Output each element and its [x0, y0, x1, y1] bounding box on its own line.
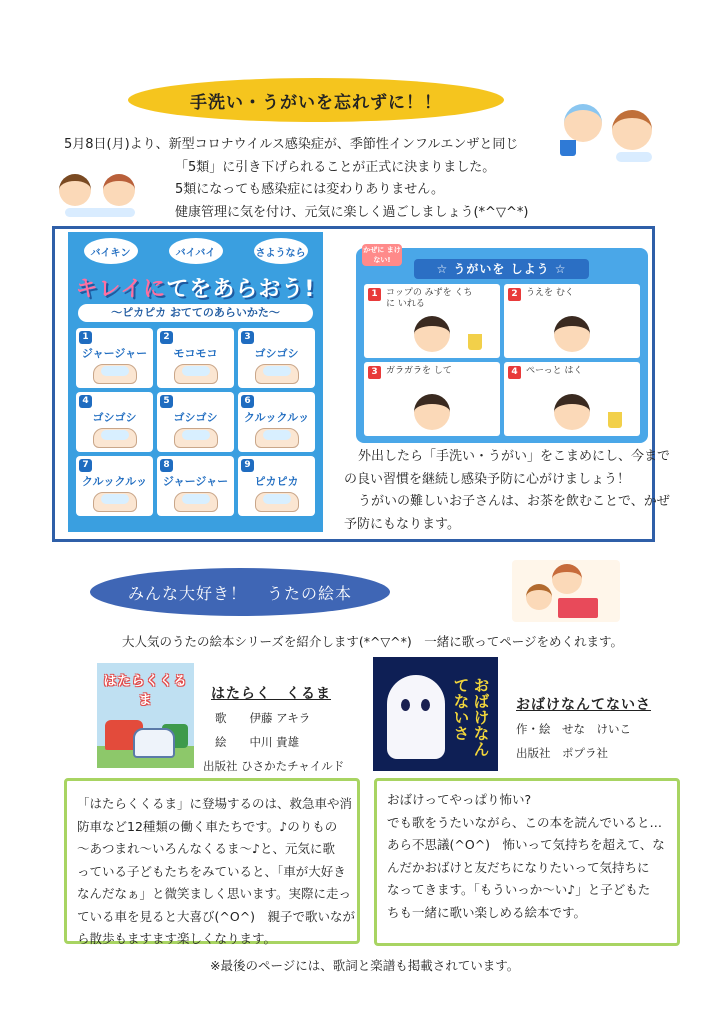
step-cell: [238, 328, 315, 388]
steps-grid: [76, 328, 315, 516]
step-number: 7: [79, 459, 92, 472]
kids-gargling-illustration: [560, 96, 660, 168]
intro-line: 5月8日(月)より、新型コロナウイルス感染症が、季節性インフルエンザと同じ: [64, 137, 519, 152]
desc-line: なってきます。「もういっか〜い♪」と子どもた: [387, 882, 651, 897]
advice-line: 外出したら「手洗い・うがい」をこまめにし、今まで: [358, 449, 671, 464]
book-icon: [558, 598, 598, 618]
step-number: 2: [508, 288, 521, 301]
step-number: 4: [79, 395, 92, 408]
banner-part-b: うたの絵本: [267, 583, 353, 603]
intro-line: 「5類」に引き下げられることが正式に決まりました。: [175, 159, 496, 175]
cup-icon: [608, 412, 622, 428]
book-title: おばけなんてないさ: [516, 697, 651, 713]
step-label: ガラガラを して: [386, 366, 452, 376]
book-title: はたらく くるま: [211, 686, 331, 702]
step-number: 3: [368, 366, 381, 379]
ghost-icon: [387, 675, 445, 759]
advice-line: の良い習慣を継続し感染予防に心がけましょう！: [344, 471, 631, 487]
banner-part-a: みんな大好き！: [127, 583, 247, 603]
intro-line: 5類になっても感染症には変わりありません。: [175, 182, 445, 197]
mother-face-icon: [552, 564, 582, 594]
kid-face-icon: [612, 110, 652, 150]
gargle-badge: かぜに まけない!: [363, 246, 401, 264]
step-number: 1: [368, 288, 381, 301]
gargle-steps-grid: [364, 284, 640, 436]
section-title-handwashing: 手洗い・うがいを忘れずに！！: [128, 78, 504, 122]
cover-title: おばけなんてないさ: [451, 677, 490, 757]
gargle-poster: [356, 248, 648, 443]
foam-icon: [263, 430, 291, 440]
child-face-icon: [526, 584, 552, 610]
desc-line: おばけってやっぱり怖い?: [387, 792, 532, 807]
step-number: 9: [241, 459, 254, 472]
bubble-label: さようなら: [254, 238, 308, 264]
gargle-step: [504, 284, 640, 358]
step-cell: [157, 328, 234, 388]
cover-title: はたらくくるま: [103, 674, 188, 708]
foam-icon: [616, 152, 652, 162]
cup-icon: [560, 140, 576, 156]
handwashing-poster: [68, 232, 323, 532]
book-credit: 歌 伊藤 アキラ: [215, 711, 311, 725]
advice-line: 予防にもなります。: [344, 516, 460, 532]
bubble-label: バイキン: [84, 238, 138, 264]
step-label: うえを むく: [526, 288, 574, 298]
desc-line: 「はたらくくるま」に登場するのは、救急車や消: [77, 796, 353, 811]
step-label: ゴシゴシ: [92, 411, 137, 424]
intro-text: [60, 134, 528, 224]
bubble-label: バイバイ: [169, 238, 223, 264]
book-cover-hataraku-kuruma: [97, 663, 194, 768]
desc-line: 防車など12種類の働く車たちです。♪のりもの: [77, 818, 338, 834]
step-label: ジャージャー: [81, 347, 148, 360]
desc-line: でも歌をうたいながら、この本を読んでいると…: [387, 814, 663, 830]
book-credit: 作・絵 せな けいこ: [516, 722, 631, 736]
book-credit: 絵 中川 貴雄: [215, 735, 300, 749]
step-label: クルックルッ: [81, 475, 148, 488]
book2-description-box: [374, 778, 680, 946]
step-number: 3: [241, 331, 254, 344]
book-cover-obake: [373, 657, 498, 771]
step-cell: [76, 392, 153, 452]
kid-face-icon: [564, 104, 602, 142]
desc-line: ちも一緒に歌い楽しめる絵本です。: [387, 904, 587, 920]
foam-icon: [182, 366, 210, 376]
step-cell: [238, 392, 315, 452]
step-label: ゴシゴシ: [254, 347, 299, 360]
sparkle-icon: [263, 494, 291, 504]
child-face-icon: [554, 394, 590, 430]
advice-line: うがいの難しいお子さんは、お茶を飲むことで、かぜ: [358, 494, 670, 509]
desc-line: っている子どもたちをみていると、「車が大好き: [77, 863, 346, 879]
book2-info: [516, 693, 651, 765]
step-label: ぺーっと はく: [526, 366, 583, 376]
step-number: 5: [160, 395, 173, 408]
water-icon: [101, 366, 129, 376]
step-number: 1: [79, 331, 92, 344]
step-label: モコモコ: [173, 347, 218, 360]
reading-illustration: [512, 560, 620, 622]
books-intro: 大人気のうたの絵本シリーズを紹介します(*^▽^*) 一緒に歌ってページをめくれます。: [122, 634, 623, 649]
poster-title-b: てをあらおう!: [166, 277, 316, 302]
desc-line: なんだなぁ」と微笑ましく思います。実際に走っ: [77, 886, 352, 901]
desc-line: んだかおばけと友だちになりたいって気持ちに: [387, 859, 650, 875]
gargle-step: [364, 284, 500, 358]
ghost-eye: [421, 699, 430, 711]
desc-line: ている車を見ると大喜び(^O^) 親子で歌いなが: [77, 908, 356, 924]
step-number: 4: [508, 366, 521, 379]
step-cell: [157, 456, 234, 516]
foam-icon: [182, 430, 210, 440]
book-credit: 出版社 ひさかたチャイルド: [203, 759, 345, 773]
car-icon: [133, 728, 175, 758]
section-title-picture-books: [90, 568, 390, 616]
gargle-advice-text: [344, 446, 670, 536]
gargle-step: [364, 362, 500, 436]
foam-icon: [263, 366, 291, 376]
poster-title: [68, 272, 323, 303]
book1-info: [203, 682, 344, 778]
foam-icon: [101, 430, 129, 440]
step-cell: [76, 328, 153, 388]
desc-line: 〜あつまれ〜いろんなくるま〜♪と、元気に歌: [77, 841, 335, 856]
step-cell: [76, 456, 153, 516]
desc-line: ら散歩もますます楽しくなります。: [77, 931, 277, 946]
child-face-icon: [414, 316, 450, 352]
water-icon: [182, 494, 210, 504]
intro-line: 健康管理に気を付け、元気に楽しく過ごしましょう(*^▽^*): [175, 204, 529, 220]
cup-icon: [468, 334, 482, 350]
book1-description-box: [64, 778, 360, 944]
desc-line: あら不思議(^O^) 怖いって気持ちを超えて、な: [387, 837, 665, 852]
step-cell: [238, 456, 315, 516]
child-face-icon: [414, 394, 450, 430]
step-number: 8: [160, 459, 173, 472]
foam-icon: [101, 494, 129, 504]
gargle-step: [504, 362, 640, 436]
poster-bubbles: [68, 238, 323, 264]
step-label: クルックルッ: [243, 411, 310, 424]
step-label: コップの みずを くちに いれる: [386, 288, 473, 309]
footer-note: ※最後のページには、歌詞と楽譜も掲載されています。: [210, 958, 520, 973]
step-number: 2: [160, 331, 173, 344]
gargle-title: ☆ うがいを しよう ☆: [414, 259, 589, 279]
step-label: ゴシゴシ: [173, 411, 218, 424]
step-label: ピカピカ: [254, 475, 299, 488]
poster-title-a: キレイに: [75, 277, 167, 302]
ghost-eye: [401, 699, 410, 711]
child-face-icon: [554, 316, 590, 352]
step-label: ジャージャー: [162, 475, 229, 488]
step-cell: [157, 392, 234, 452]
poster-subtitle: 〜ピカピカ おててのあらいかた〜: [78, 304, 313, 322]
book-credit: 出版社 ポプラ社: [516, 746, 608, 760]
step-number: 6: [241, 395, 254, 408]
